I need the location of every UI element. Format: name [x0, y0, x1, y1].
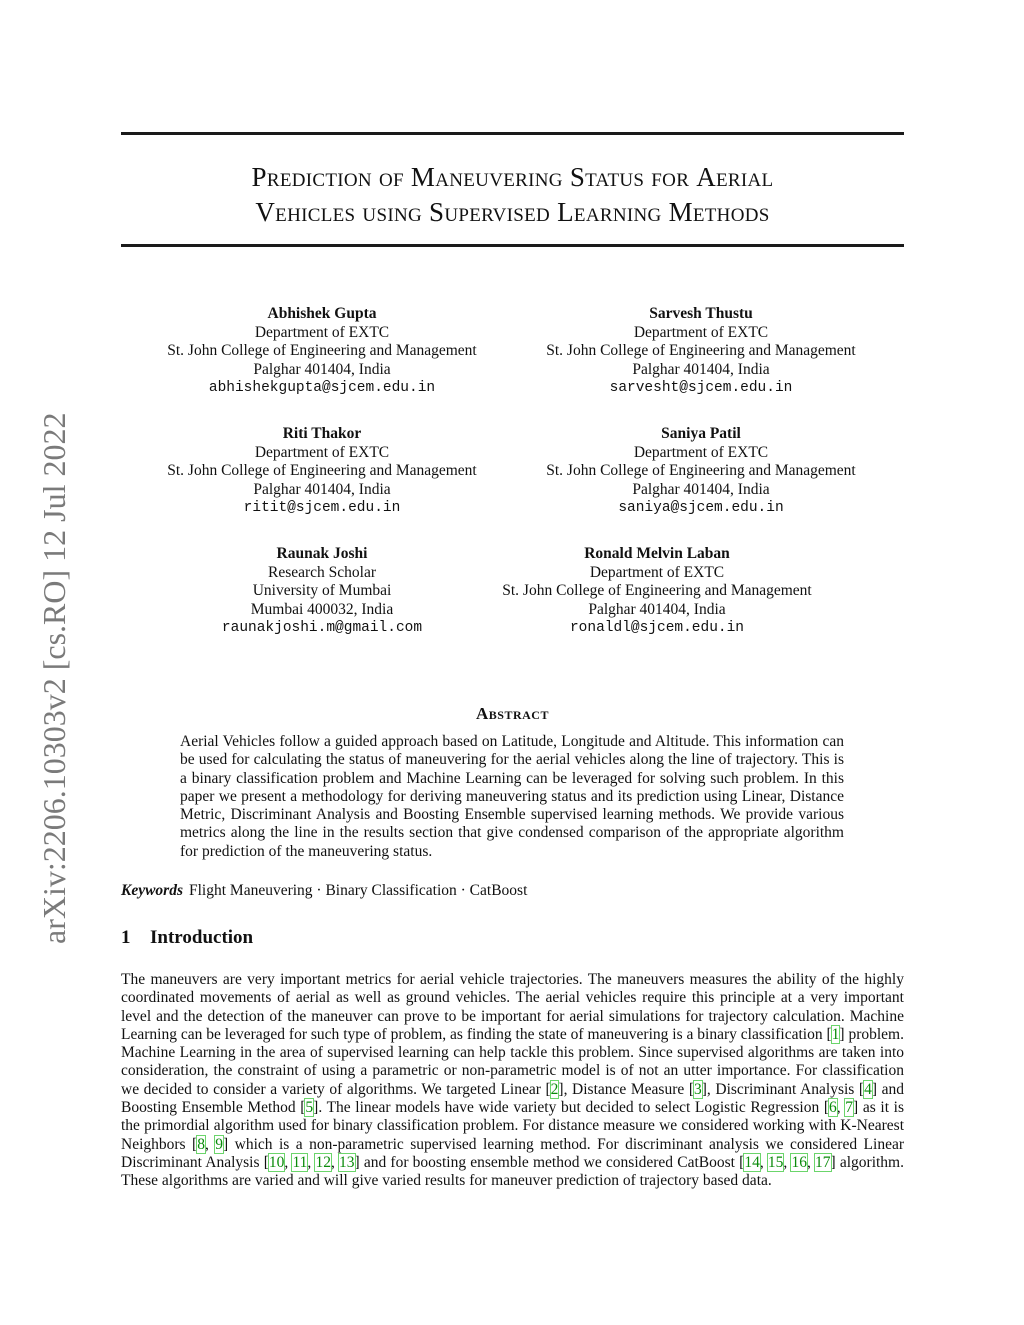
author-email[interactable]: saniya@sjcem.edu.in	[618, 500, 784, 516]
citation-link[interactable]: 16	[791, 1153, 807, 1171]
author-email[interactable]: sarvesht@sjcem.edu.in	[609, 380, 793, 396]
author-block-ronald-melvin-laban	[477, 545, 837, 638]
author-institution: St. John College of Engineering and Management	[546, 462, 856, 479]
citation-link[interactable]: 3	[694, 1080, 702, 1098]
introduction-text-run: ] which is a non-parametric supervised learning method. For discriminant analysis we considered Linear Discriminant Analysis [	[121, 1135, 904, 1171]
author-email[interactable]: raunakjoshi.m@gmail.com	[221, 620, 423, 636]
author-block-saniya-patil	[521, 425, 881, 518]
introduction-text-run: ]. The linear models have wide variety but decided to select Logistic Regression [	[313, 1099, 830, 1117]
introduction-text-run: ,	[783, 1153, 792, 1171]
citation-link[interactable]: 11	[292, 1153, 308, 1171]
author-address: Palghar 401404, India	[632, 480, 770, 498]
author-address: Palghar 401404, India	[632, 360, 770, 378]
citation-link[interactable]: 15	[767, 1153, 784, 1171]
author-address: Palghar 401404, India	[253, 480, 391, 498]
author-name: Raunak Joshi	[276, 545, 368, 562]
author-block-riti-thakor	[142, 425, 502, 518]
author-name: Abhishek Gupta	[267, 305, 377, 322]
introduction-text-run: ,	[759, 1153, 768, 1171]
author-department: Department of EXTC	[254, 323, 390, 341]
introduction-text-run: ] and Boosting Ensemble Method [	[121, 1080, 904, 1117]
introduction-text-run: ] algorithm. These algorithms are varied and will give varied results for maneuver prediction of trajectory based data.	[121, 1153, 904, 1190]
title-line-1: Prediction of Maneuvering Status for Aerial	[251, 162, 774, 192]
author-address: Palghar 401404, India	[588, 600, 726, 618]
citation-link[interactable]: 12	[315, 1153, 331, 1171]
citation-link[interactable]: 7	[845, 1099, 854, 1117]
author-email[interactable]: abhishekgupta@sjcem.edu.in	[208, 380, 436, 396]
citation-link[interactable]: 13	[339, 1153, 355, 1171]
abstract-text: Aerial Vehicles follow a guided approach based on Latitude, Longitude and Altitude. This information can be used for calculating the status of maneuvering for the aerial vehicles along the line of trajectory. This is a binary classification problem and Machine Learning can be leveraged for solving such problem. In this paper we present a methodology for deriving maneuvering status and its prediction using Linear, Distance Metric, Discriminant Analysis and Boosting Ensemble supervised learning methods. We provide various metrics along the line in the results section that give condensed comparison of the appropriate algorithm for prediction of the maneuvering status.	[180, 733, 844, 860]
introduction-text-run: ,	[806, 1153, 815, 1171]
author-address: Mumbai 400032, India	[250, 600, 394, 618]
introduction-text-run: ] problem. Machine Learning in the area of supervised learning can help tackle this problem. Since supervised algorithms are taken into consideration, the constraint of using a parametric or non-parametric model is of not an utter importance. For classification we decided to consider a variety of algorithms. We targeted Linear [	[121, 1025, 904, 1098]
citation-link[interactable]: 14	[744, 1153, 760, 1171]
author-institution: University of Mumbai	[252, 582, 392, 599]
author-institution: St. John College of Engineering and Management	[546, 342, 856, 359]
abstract-heading: Abstract	[476, 704, 549, 723]
author-department: Department of EXTC	[254, 443, 390, 461]
author-name: Riti Thakor	[282, 425, 362, 442]
author-address: Palghar 401404, India	[253, 360, 391, 378]
citation-link[interactable]: 17	[815, 1153, 831, 1171]
introduction-text-run: ,	[836, 1099, 846, 1117]
introduction-text-run: ,	[330, 1153, 339, 1171]
introduction-text-run: ] and for boosting ensemble method we considered CatBoost [	[354, 1153, 745, 1171]
citation-link[interactable]: 1	[831, 1025, 840, 1043]
introduction-paragraph	[121, 971, 904, 1191]
introduction-text-run: ], Discriminant Analysis [	[701, 1080, 865, 1098]
author-department: Department of EXTC	[633, 443, 769, 461]
section-number: 1	[121, 927, 131, 948]
citation-link[interactable]: 10	[268, 1153, 285, 1171]
author-email[interactable]: ritit@sjcem.edu.in	[243, 500, 401, 516]
introduction-text-run: The maneuvers are very important metrics for aerial vehicle trajectories. The maneuvers measures the ability of the highly coordinated movements of aerial as well as ground vehicles. The aerial vehicles require this principle at a very important level and the detection of the maneuver can prove to be important for aerial simulations for trajectory calculation. Machine Learning can be leveraged for such type of problem, as finding the state of maneuvering is a binary classification [	[121, 971, 904, 1043]
citation-link[interactable]: 9	[215, 1135, 224, 1153]
keywords-text: Flight Maneuvering · Binary Classification · CatBoost	[189, 882, 528, 899]
author-name: Saniya Patil	[661, 425, 741, 442]
citation-link[interactable]: 4	[864, 1080, 872, 1098]
keywords-line	[121, 881, 904, 900]
section-title: Introduction	[150, 927, 254, 948]
title-rule-bottom	[121, 244, 904, 247]
title-rule-top	[121, 132, 904, 135]
author-block-raunak-joshi	[142, 545, 502, 638]
introduction-text-run: ], Distance Measure [	[558, 1080, 695, 1098]
keywords-label: Keywords	[121, 882, 183, 899]
introduction-text-run: ,	[204, 1135, 216, 1153]
citation-link[interactable]: 5	[305, 1099, 314, 1117]
arxiv-identifier: arXiv:2206.10303v2 [cs.RO] 12 Jul 2022	[36, 412, 72, 944]
author-email[interactable]: ronaldl@sjcem.edu.in	[569, 620, 745, 636]
author-department: Department of EXTC	[589, 563, 725, 581]
author-name: Ronald Melvin Laban	[584, 545, 730, 562]
introduction-text-run: ,	[284, 1153, 293, 1171]
introduction-text-run: ,	[307, 1153, 316, 1171]
title-line-2: Vehicles using Supervised Learning Methods	[255, 197, 770, 227]
section-heading-introduction	[121, 927, 253, 949]
paper-title	[121, 160, 904, 230]
author-department: Department of EXTC	[633, 323, 769, 341]
author-block-sarvesh-thustu	[521, 305, 881, 398]
author-institution: St. John College of Engineering and Management	[167, 342, 477, 359]
author-block-abhishek-gupta	[142, 305, 502, 398]
citation-link[interactable]: 8	[197, 1135, 205, 1153]
introduction-text-run: ] as it is the primordial algorithm used for binary classification problem. For distance measure we considered working with K-Nearest Neighbors [	[121, 1099, 904, 1153]
author-name: Sarvesh Thustu	[649, 305, 753, 322]
author-institution: St. John College of Engineering and Management	[167, 462, 477, 479]
author-department: Research Scholar	[267, 563, 377, 581]
author-institution: St. John College of Engineering and Management	[502, 582, 812, 599]
citation-link[interactable]: 6	[829, 1099, 837, 1117]
citation-link[interactable]: 2	[550, 1080, 559, 1098]
